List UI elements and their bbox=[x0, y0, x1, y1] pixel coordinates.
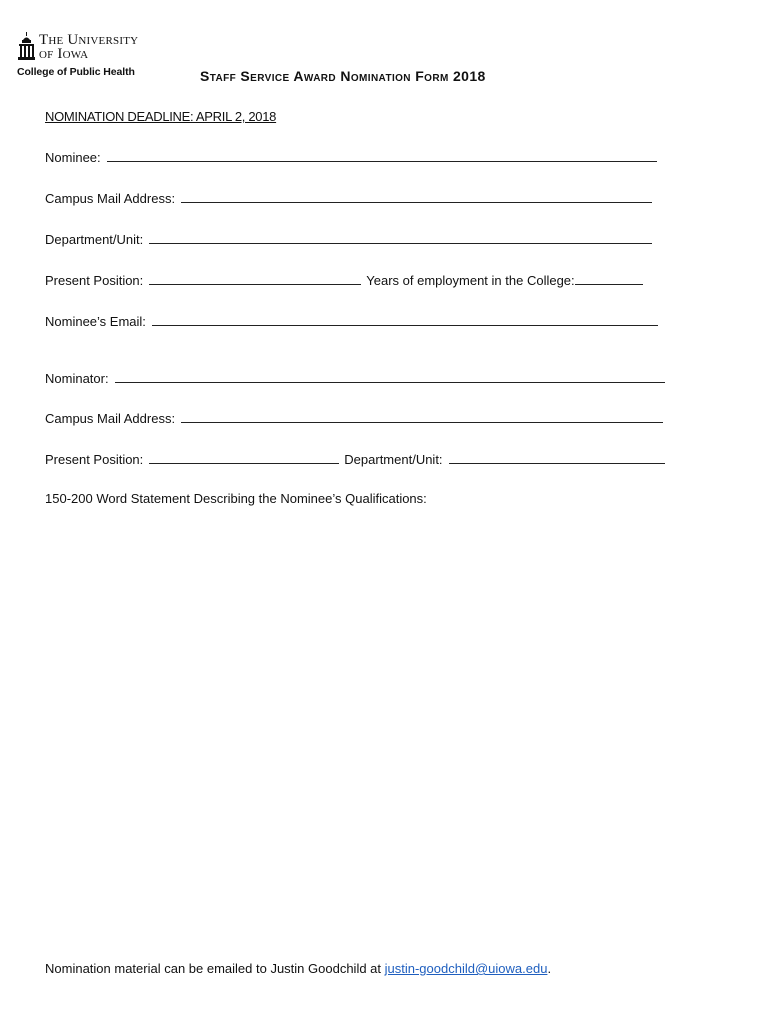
nominee-email-blank-line[interactable] bbox=[152, 313, 658, 326]
nominee-email-field bbox=[45, 313, 658, 329]
nominator-campus-mail-blank-line[interactable] bbox=[181, 410, 663, 423]
nominee-label: Nominee: bbox=[45, 150, 101, 165]
statement-label: 150-200 Word Statement Describing the Nominee’s Qualifications: bbox=[45, 491, 427, 506]
footer-text: Nomination material can be emailed to Justin Goodchild at bbox=[45, 961, 385, 976]
nominee-field bbox=[45, 149, 657, 165]
nominator-position-label: Present Position: bbox=[45, 452, 144, 467]
contact-email-link[interactable]: justin-goodchild@uiowa.edu bbox=[384, 961, 548, 976]
nominator-department-blank-line[interactable] bbox=[449, 451, 665, 464]
university-logo bbox=[17, 30, 147, 82]
nominator-campus-mail-field bbox=[45, 410, 663, 426]
present-position-field bbox=[45, 272, 643, 288]
nominator-label: Nominator: bbox=[45, 371, 109, 386]
nominator-position-department-field bbox=[45, 451, 665, 467]
statement-field bbox=[45, 491, 427, 506]
footer-note bbox=[45, 961, 551, 976]
logo-iowa-text: of Iowa bbox=[39, 46, 89, 62]
nominee-email-label: Nominee’s Email: bbox=[45, 314, 146, 329]
nominee-blank-line[interactable] bbox=[107, 149, 657, 162]
campus-mail-address-label: Campus Mail Address: bbox=[45, 191, 176, 206]
department-unit-blank-line[interactable] bbox=[149, 231, 652, 244]
old-capitol-icon bbox=[17, 32, 36, 62]
nomination-deadline: NOMINATION DEADLINE: APRIL 2, 2018 bbox=[45, 109, 277, 124]
nominator-department-label: Department/Unit: bbox=[344, 452, 443, 467]
nominator-field bbox=[45, 370, 665, 386]
nominator-position-blank-line[interactable] bbox=[149, 451, 339, 464]
campus-mail-address-field bbox=[45, 190, 652, 206]
footer-period: . bbox=[547, 961, 552, 976]
campus-mail-address-blank-line[interactable] bbox=[181, 190, 652, 203]
logo-university-text: The University bbox=[39, 32, 139, 48]
department-unit-field bbox=[45, 231, 652, 247]
form-title: Staff Service Award Nomination Form 2018 bbox=[200, 68, 486, 84]
nominator-campus-mail-label: Campus Mail Address: bbox=[45, 411, 176, 426]
years-employment-label: Years of employment in the College: bbox=[366, 273, 575, 288]
logo-college-text: College of Public Health bbox=[17, 66, 135, 78]
nominator-blank-line[interactable] bbox=[115, 370, 665, 383]
years-employment-blank-line[interactable] bbox=[575, 272, 643, 285]
present-position-blank-line[interactable] bbox=[149, 272, 361, 285]
department-unit-label: Department/Unit: bbox=[45, 232, 144, 247]
present-position-label: Present Position: bbox=[45, 273, 144, 288]
